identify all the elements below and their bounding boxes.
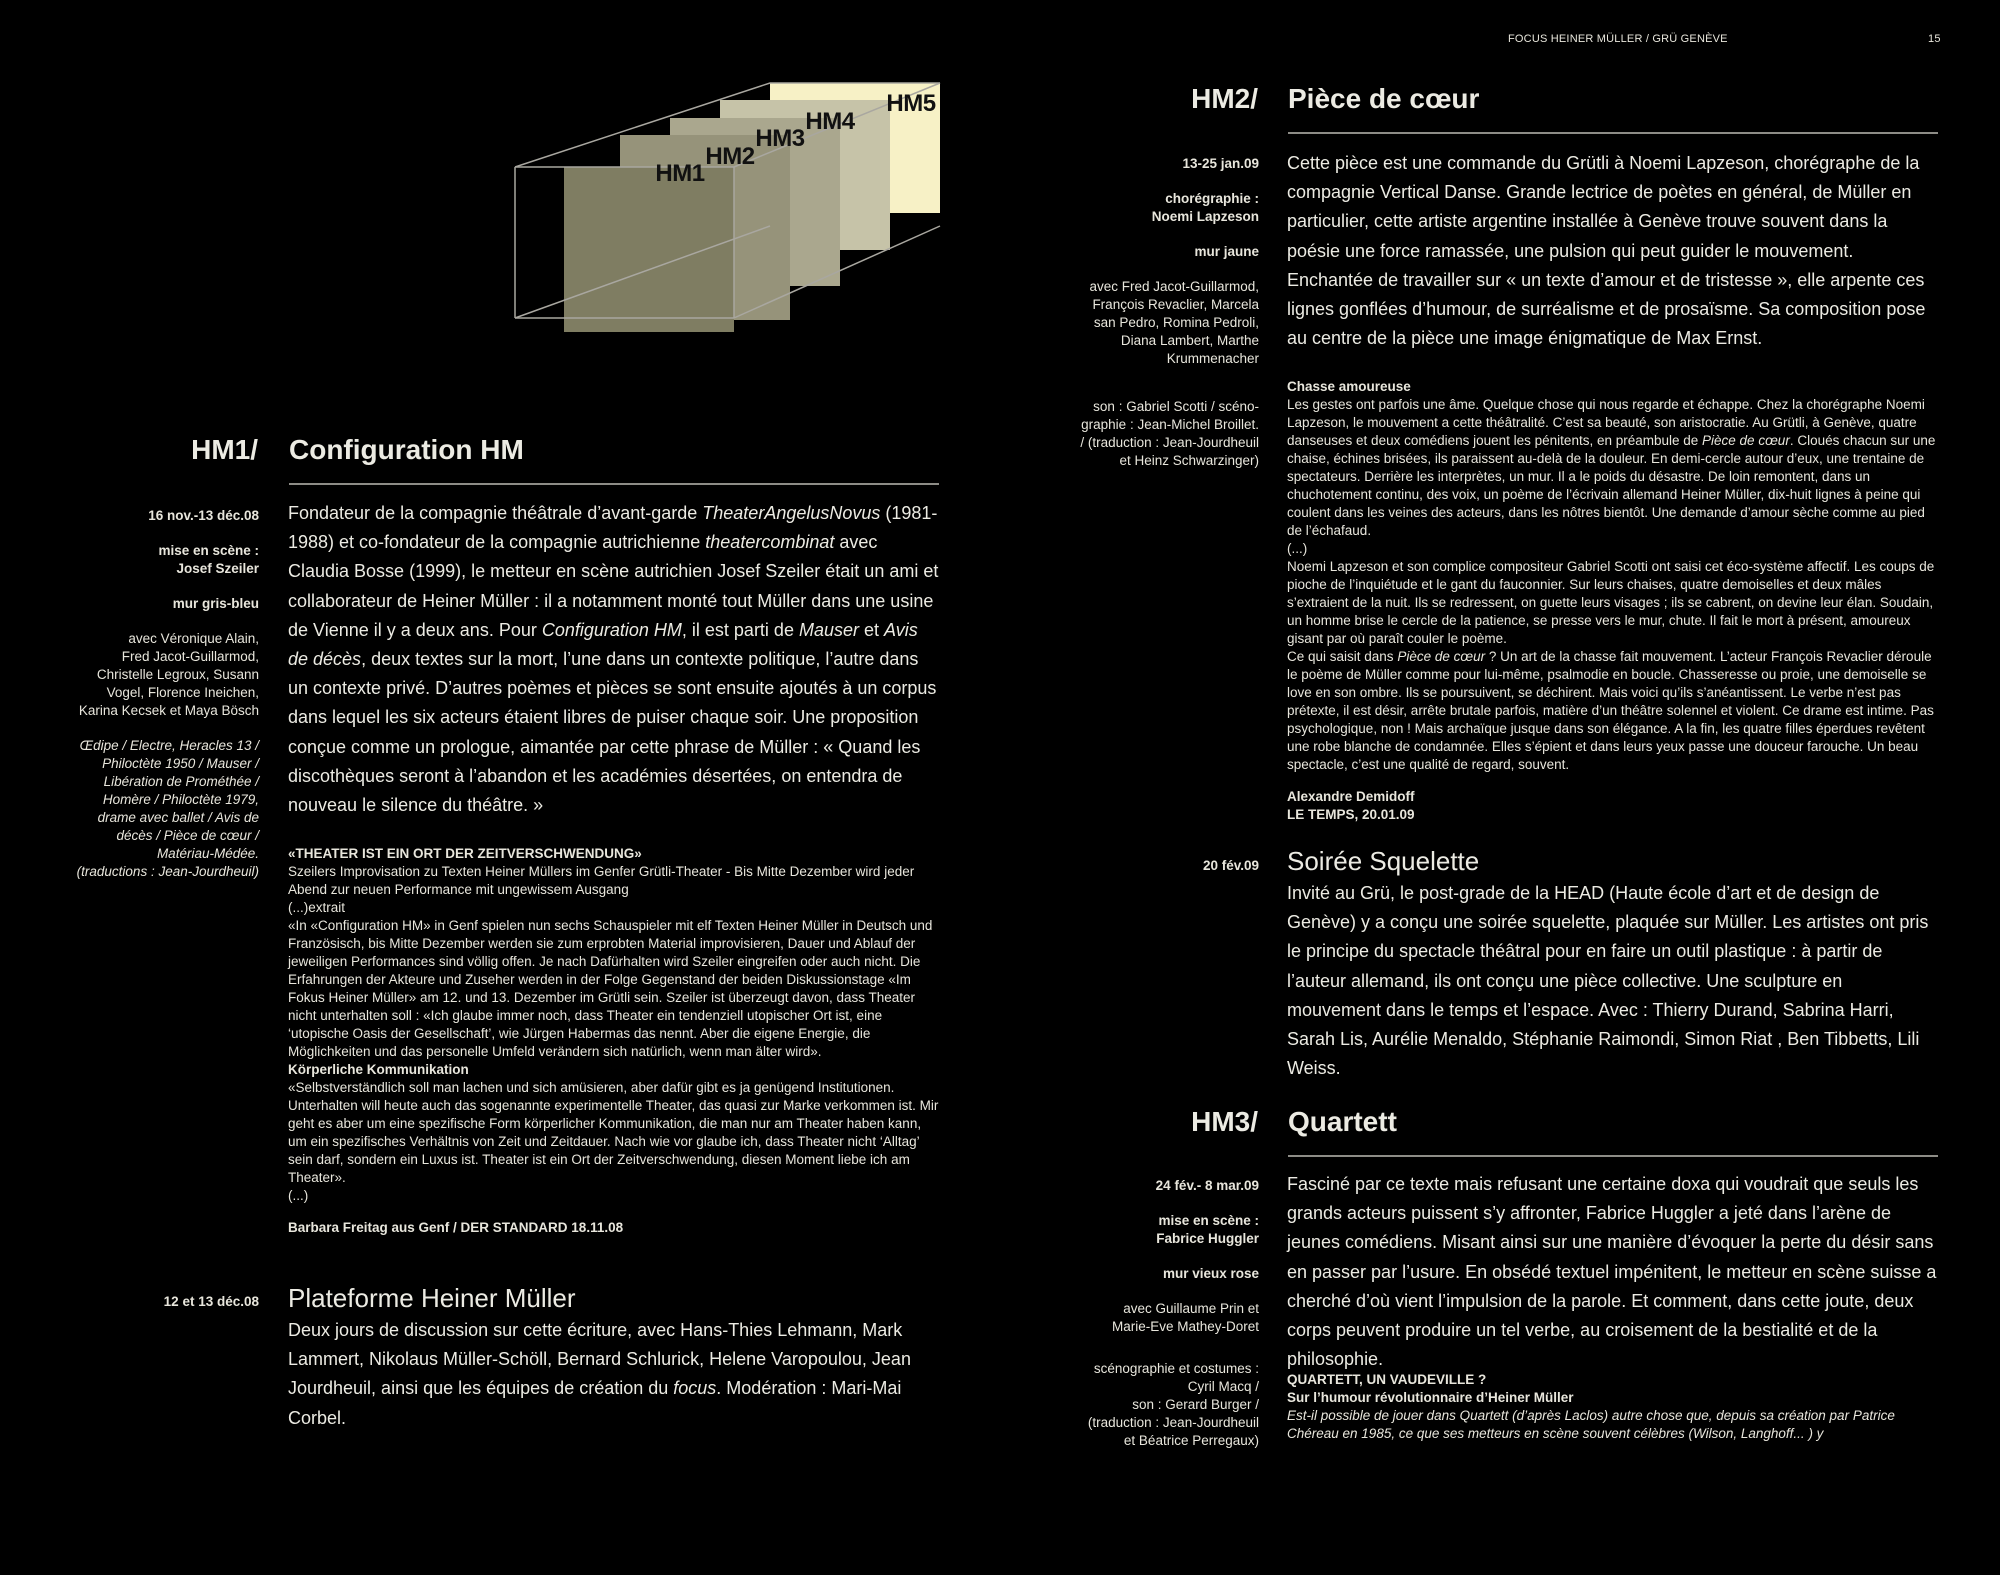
hm1-wall: mur gris-bleu [172, 596, 259, 611]
hm1-direction-label: mise en scène : [158, 543, 259, 558]
hm2-number: HM2/ [1191, 83, 1258, 114]
texts-line: Philoctète 1950 / Mauser / [102, 756, 259, 771]
cast-line: avec Véronique Alain, [128, 631, 259, 646]
press-paragraph: (...) [288, 1188, 309, 1203]
press-paragraph: (...) [1287, 541, 1308, 556]
credits-line: Cyril Macq / [1187, 1379, 1259, 1394]
hm3-dates: 24 fév.- 8 mar.09 [1155, 1178, 1259, 1193]
press-headline: QUARTETT, UN VAUDEVILLE ? [1287, 1372, 1487, 1387]
hm3-press-quote [1287, 1371, 1939, 1443]
cast-line: François Revaclier, Marcela [1092, 297, 1259, 312]
squelette-title: Soirée Squelette [1287, 846, 1480, 876]
cast-line: avec Guillaume Prin et [1123, 1301, 1259, 1316]
credits-line: / (traduction : Jean-Jourdheuil [1080, 435, 1259, 450]
cast-line: Marie-Eve Mathey-Doret [1111, 1319, 1259, 1334]
page-number: 15 [1928, 33, 1941, 45]
hm3-body-text: Fasciné par ce texte mais refusant une certaine doxa qui voudrait que seuls les grands acteurs puissent s’y affronter, Fabrice Huggler a jeté dans l’arène de jeunes comédiens. Misant ainsi sur une manière d’évoquer la perte du désir sans en passer par l’usure. En obsédé textuel impénitent, le metteur en scène suisse a cherché d’où vient l’impulsion de la parole. Et comment, dans cette joute, deux corps peuvent produire un tel verbe, au croisement de la bestialité et de la philosophie. [1287, 1174, 1937, 1370]
hm2-body-text: Cette pièce est une commande du Grütli à Noemi Lapzeson, chorégraphe de la compagnie Vertical Danse. Grande lectrice de poètes en général, de Müller en particulier, cette artiste argentine installée à Genève trouve souvent dans la poésie une force ramassée, une pulsion qui peut guider le mouvement. Enchantée de travailler sur « un texte d’amour et de tristesse », elle arpente ces lignes gonflées d’humour, de surréalisme et de prosaïsme. Sa composition pose au centre de la pièce une image énigmatique de Max Ernst. [1287, 153, 1926, 349]
hm3-credits [1040, 1360, 1259, 1450]
press-paragraph: «In «Configuration HM» in Genf spielen nun sechs Schauspieler mit elf Texten Heiner Müller in Deutsch und Französisch, bis Mitte Dezember werden sie zum erprobten Material improvisieren, Dauer und Ablauf der jeweiligen Performances sind völlig offen. Je nach Dafürhalten wird Szeiler eingreifen oder auch nicht. Die Erfahrungen der Akteure und Zuseher werden in der Folge Gegenstand der beiden Diskussionstage «Im Fokus Heiner Müller» am 12. und 13. Dezember im Grütli sein. Szeiler ist überzeugt davon, dass Theater nicht unterhalten soll : «Ich glaube immer noch, dass Theater ein tendenziell utopischer Ort ist, eine ‘utopische Oasis der Gesellschaft’, wie Jürgen Habermas das nennt. Aber die eigene Energie, die Möglichkeiten und das personelle Umfeld verändern sich natürlich, wenn man älter wird». [288, 918, 933, 1059]
hm2-dates: 13-25 jan.09 [1182, 156, 1259, 171]
hm2-label: HM2 [705, 143, 755, 170]
hm1-press-quote [288, 845, 940, 1237]
hm3-title: Quartett [1288, 1106, 1397, 1137]
hm1-cast [40, 630, 259, 720]
hm2-choreo-label: chorégraphie : [1165, 191, 1259, 206]
press-paragraph: Les gestes ont parfois une âme. Quelque chose qui nous regarde et échappe. Chez la chorégraphe Noemi Lapzeson, le mouvement a cette théâtralité. C’est sa beauté, son aristocratie. Au Grütli, à Genève, quatre danseuses et deux comédiens jouent les pénitents, en préambule de Pièce de cœur. Cloués chacun sur une chaise, échines brisées, ils paraissent au-delà de la douleur. En demi-cercle autour d’eux, une trentaine de spectateurs. Derrière les interprètes, un mur. Il a le poids du désastre. De loin remontent, dans un chuchotement continu, des voix, un poème de l’écrivain allemand Heiner Müller, dix-huit lignes à peine qui coulent dans les veines des acteurs, dans les nôtres bientôt. Une demande d’amour sèche comme au pied de l’échafaud. [1287, 397, 1936, 538]
hm-configuration-diagram [500, 70, 960, 340]
hm3-cast [1040, 1300, 1259, 1336]
texts-line: drame avec ballet / Avis de [97, 810, 259, 825]
hm1-metadata [40, 507, 259, 881]
press-paragraph: Noemi Lapzeson et son complice compositeur Gabriel Scotti ont saisi cet éco-système affectif. Les coups de pioche de l’inquiétude et le gant du fauconnier. Sur leurs chaises, quatre demoiselles et deux mâles s’extraient de la nuit. Ils se redressent, on guette leurs visages ; ils se cabrent, on devine leur élan. Soudain, un homme brise le cercle de la patience, se presse vers le mur, chute. Il fait le mort à présent, amoureux gisant par où paraît couler le poème. [1287, 559, 1935, 646]
plateforme-body-text: Deux jours de discussion sur cette écriture, avec Hans-Thies Lehmann, Mark Lammert, Nikolaus Müller-Schöll, Bernard Schlurick, Helene Varopoulou, Jean Jourdheuil, ainsi que les équipes de création du focus. Modération : Mari-Mai Corbel. [288, 1320, 911, 1428]
credits-line: son : Gerard Burger / [1132, 1397, 1259, 1412]
hm1-number: HM1/ [191, 434, 258, 465]
press-paragraph: Szeilers Improvisation zu Texten Heiner Müllers im Genfer Grütli-Theater - Bis Mitte Dezember wird jeder Abend zur neuen Performance mit ungewissem Ausgang [288, 864, 915, 897]
credits-line: et Béatrice Perregaux) [1123, 1433, 1259, 1448]
hm1-divider [289, 483, 939, 485]
cast-line: Karina Kecsek et Maya Bösch [78, 703, 259, 718]
hm1-panel [564, 167, 734, 332]
cast-line: Christelle Legroux, Susann [96, 667, 259, 682]
credits-line: (traduction : Jean-Jourdheuil [1087, 1415, 1259, 1430]
cast-line: Vogel, Florence Ineichen, [106, 685, 259, 700]
hm2-cast [1040, 278, 1259, 368]
hm2-metadata [1040, 155, 1259, 470]
squelette-dates: 20 fév.09 [1202, 858, 1259, 873]
hm3-label: HM3 [755, 125, 805, 152]
hm3-number: HM3/ [1191, 1106, 1258, 1137]
press-subhead: Körperliche Kommunikation [288, 1062, 469, 1077]
press-source: LE TEMPS, 20.01.09 [1287, 807, 1415, 822]
running-title: FOCUS HEINER MÜLLER / GRÜ GENÈVE [1508, 33, 1728, 45]
credits-line: graphie : Jean-Michel Broillet. [1081, 417, 1259, 432]
plateforme-title: Plateforme Heiner Müller [288, 1283, 576, 1313]
hm2-title: Pièce de cœur [1288, 83, 1480, 114]
hm1-dates: 16 nov.-13 déc.08 [148, 508, 259, 523]
press-credit: Barbara Freitag aus Genf / DER STANDARD 18.11.08 [288, 1220, 624, 1235]
hm1-body-text: Fondateur de la compagnie théâtrale d’avant-garde TheaterAngelusNovus (1981-1988) et co-fondateur de la compagnie autrichienne theatercombinat avec Claudia Bosse (1999), le metteur en scène autrichien Josef Szeiler était un ami et collaborateur de Heiner Müller : il a notamment monté tout Müller dans une usine de Vienne il y a deux ans. Pour Configuration HM, il est parti de Mauser et Avis de décès, deux textes sur la mort, l’une dans un contexte politique, l’autre dans un contexte privé. D’autres poèmes et pièces se sont ensuite ajoutés à un corpus dans lequel les six acteurs étaient libres de puiser chaque soir. Une proposition conçue comme un prologue, aimantée par cette phrase de Müller : « Quand les discothèques seront à l’abandon et les académies désertées, on entendra de nouveau le silence du théâtre. » [288, 503, 939, 816]
squelette-body-text: Invité au Grü, le post-grade de la HEAD (Haute école d’art et de design de Genève) y a conçu une soirée squelette, plaquée sur Müller. Les artistes ont pris le principe du spectacle théâtral pour en faire un outil plastique : à partir de l’auteur allemand, ils ont conçu une pièce collective. Une sculpture en mouvement dans le temps et l’espace. Avec : Thierry Durand, Sabrina Harri, Sarah Lis, Aurélie Menaldo, Stéphanie Raimondi, Simon Riat , Ben Tibbetts, Lili Weiss. [1287, 883, 1929, 1079]
hm3-director: Fabrice Huggler [1156, 1231, 1259, 1246]
texts-line: Œdipe / Electre, Heracles 13 / [79, 738, 259, 753]
hm3-direction-label: mise en scène : [1158, 1213, 1259, 1228]
cast-line: avec Fred Jacot-Guillarmod, [1089, 279, 1259, 294]
cast-line: Fred Jacot-Guillarmod, [121, 649, 259, 664]
hm1-title: Configuration HM [289, 434, 524, 465]
texts-line: Homère / Philoctète 1979, [102, 792, 259, 807]
hm5-label: HM5 [886, 90, 936, 117]
hm2-choreographer: Noemi Lapzeson [1151, 209, 1259, 224]
press-headline: «THEATER IST EIN ORT DER ZEITVERSCHWENDUNG» [288, 846, 642, 861]
press-teaser: Est-il possible de jouer dans Quartett (d’après Laclos) autre chose que, depuis sa création par Patrice Chéreau en 1985, ce que ses metteurs en scène souvent célèbres (Wilson, Langhoff... ) y [1287, 1408, 1895, 1441]
cast-line: Krummenacher [1166, 351, 1259, 366]
texts-line: décès / Pièce de cœur / [116, 828, 259, 843]
texts-line: (traductions : Jean-Jourdheuil) [76, 864, 259, 879]
hm2-credits [1040, 398, 1259, 470]
press-headline: Chasse amoureuse [1287, 379, 1411, 394]
press-paragraph: (...)extrait [288, 900, 346, 915]
hm1-director: Josef Szeiler [176, 561, 259, 576]
hm3-wall: mur vieux rose [1162, 1266, 1259, 1281]
credits-line: son : Gabriel Scotti / scéno- [1093, 399, 1259, 414]
hm1-texts [40, 737, 259, 881]
hm4-label: HM4 [805, 108, 855, 135]
credits-line: et Heinz Schwarzinger) [1119, 453, 1259, 468]
hm3-divider [1288, 1155, 1938, 1157]
hm2-press-quote [1287, 378, 1939, 824]
cast-line: san Pedro, Romina Pedroli, [1093, 315, 1259, 330]
credits-line: scénographie et costumes : [1093, 1361, 1259, 1376]
plateforme-dates: 12 et 13 déc.08 [163, 1294, 259, 1309]
hm3-metadata [1040, 1177, 1259, 1450]
cast-line: Diana Lambert, Marthe [1120, 333, 1259, 348]
press-subhead: Sur l’humour révolutionnaire d’Heiner Müller [1287, 1390, 1574, 1405]
hm2-wall: mur jaune [1194, 244, 1259, 259]
press-paragraph: «Selbstverständlich soll man lachen und sich amüsieren, aber dafür gibt es ja genügend Institutionen. Unterhalten will heute auch das sogenannte experimentelle Theater, das quasi zur Marke verkommen ist. Mir geht es aber um eine spezifische Form körperlicher Kommunikation, die man nur am Theater haben kann, um ein spezifisches Verhältnis von Zeit und Zeitdauer. Nach wie vor glaube ich, dass Theater nicht ‘Alltag’ sein darf, sondern ein Luxus ist. Theater ist ein Ort der Zeitverschwendung, diesen Moment liebe ich am Theater». [288, 1080, 939, 1185]
texts-line: Matériau-Médée. [156, 846, 259, 861]
hm2-divider [1288, 132, 1938, 134]
hm1-label: HM1 [655, 160, 705, 187]
press-paragraph: Ce qui saisit dans Pièce de cœur ? Un art de la chasse fait mouvement. L’acteur François Revaclier déroule le poème de Müller comme pour lui-même, psalmodie en boucle. Chasseresse ou proie, une demoiselle se love en son ombre. Ils se poursuivent, se déchirent. Mais voici qu’ils s’anéantissent. Le verbe n’est pas prétexte, il est désir, arrête brutale parfois, matière d’un théâtre solennel et violent. Ce drame est intime. Pas psychologique, non ! Mais archaïque jusque dans son élégance. A la fin, les quatre filles éperdues revêtent une robe blanche de condamnée. Elles s’épient et dans leurs yeux passe une douceur farouche. Un beau spectacle, c’est une qualité de regard, souvent. [1287, 649, 1934, 772]
texts-line: Libération de Prométhée / [103, 774, 259, 789]
press-author: Alexandre Demidoff [1287, 789, 1415, 804]
